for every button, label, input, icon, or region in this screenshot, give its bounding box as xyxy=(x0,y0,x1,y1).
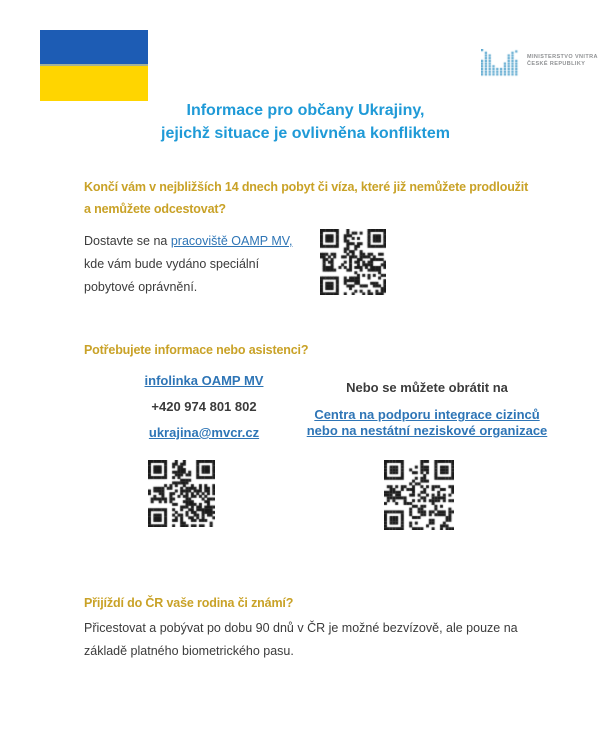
heading-line: Přijíždí do ČR vaše rodina či známí? xyxy=(84,596,294,610)
qr-code-integration-centers xyxy=(384,460,454,530)
qr-code-oamp-workplace xyxy=(320,229,386,295)
paragraph-line xyxy=(84,230,292,253)
ministry-dots-icon xyxy=(481,49,521,77)
page-title xyxy=(0,99,611,145)
paragraph-line: pobytové oprávnění. xyxy=(84,280,198,294)
heading-line: Končí vám v nejbližších 14 dnech pobyt či víza, které již nemůžete prodloužit xyxy=(84,180,529,194)
oamp-workplace-link[interactable]: pracoviště OAMP MV, xyxy=(170,234,293,248)
flag-divider xyxy=(40,64,148,66)
flag-blue-band xyxy=(40,30,148,64)
section-heading-family-arrival xyxy=(84,592,293,614)
heading-line: a nemůžete odcestovat? xyxy=(84,202,226,216)
or-contact-text: Nebo se můžete obrátit na xyxy=(346,380,508,395)
link-line: nebo na nestátní neziskové organizace xyxy=(306,423,548,438)
page-title-line2: jejichž situace je ovlivněna konfliktem xyxy=(161,125,450,142)
infoline-oamp-link[interactable]: infolinka OAMP MV xyxy=(144,373,264,388)
ministry-name-line1: MINISTERSTVO VNITRA xyxy=(527,54,598,60)
heading-line: Potřebujete informace nebo asistenci? xyxy=(84,343,309,357)
link-line: Centra na podporu integrace cizinců xyxy=(314,407,540,422)
qr-code-infoline xyxy=(148,460,215,527)
ministry-name-line2: ČESKÉ REPUBLIKY xyxy=(527,61,586,67)
section-heading-expiring-stay xyxy=(84,176,528,220)
paragraph-line: Přicestovat a pobývat po dobu 90 dnů v ČR je možné bezvízově, ale pouze na xyxy=(84,621,518,635)
ministry-logo xyxy=(481,49,598,77)
ukraine-flag xyxy=(40,30,148,101)
section-heading-info-assistance xyxy=(84,339,308,361)
infoline-phone-number: +420 974 801 802 xyxy=(151,399,257,414)
page-title-line1: Informace pro občany Ukrajiny, xyxy=(186,102,425,119)
paragraph-family-arrival xyxy=(84,617,518,663)
paragraph-expiring-stay xyxy=(84,230,292,299)
email-link[interactable]: ukrajina@mvcr.cz xyxy=(148,425,260,440)
flag-yellow-band xyxy=(40,66,148,101)
integration-centers-link[interactable] xyxy=(295,407,559,439)
paragraph-line: kde vám bude vydáno speciální xyxy=(84,257,260,271)
paragraph-line: základě platného biometrického pasu. xyxy=(84,644,294,658)
contact-centers-block xyxy=(295,380,559,439)
contact-infoline-block xyxy=(98,373,310,440)
paragraph-text: Dostavte se na xyxy=(84,234,171,248)
ministry-name xyxy=(527,54,598,68)
